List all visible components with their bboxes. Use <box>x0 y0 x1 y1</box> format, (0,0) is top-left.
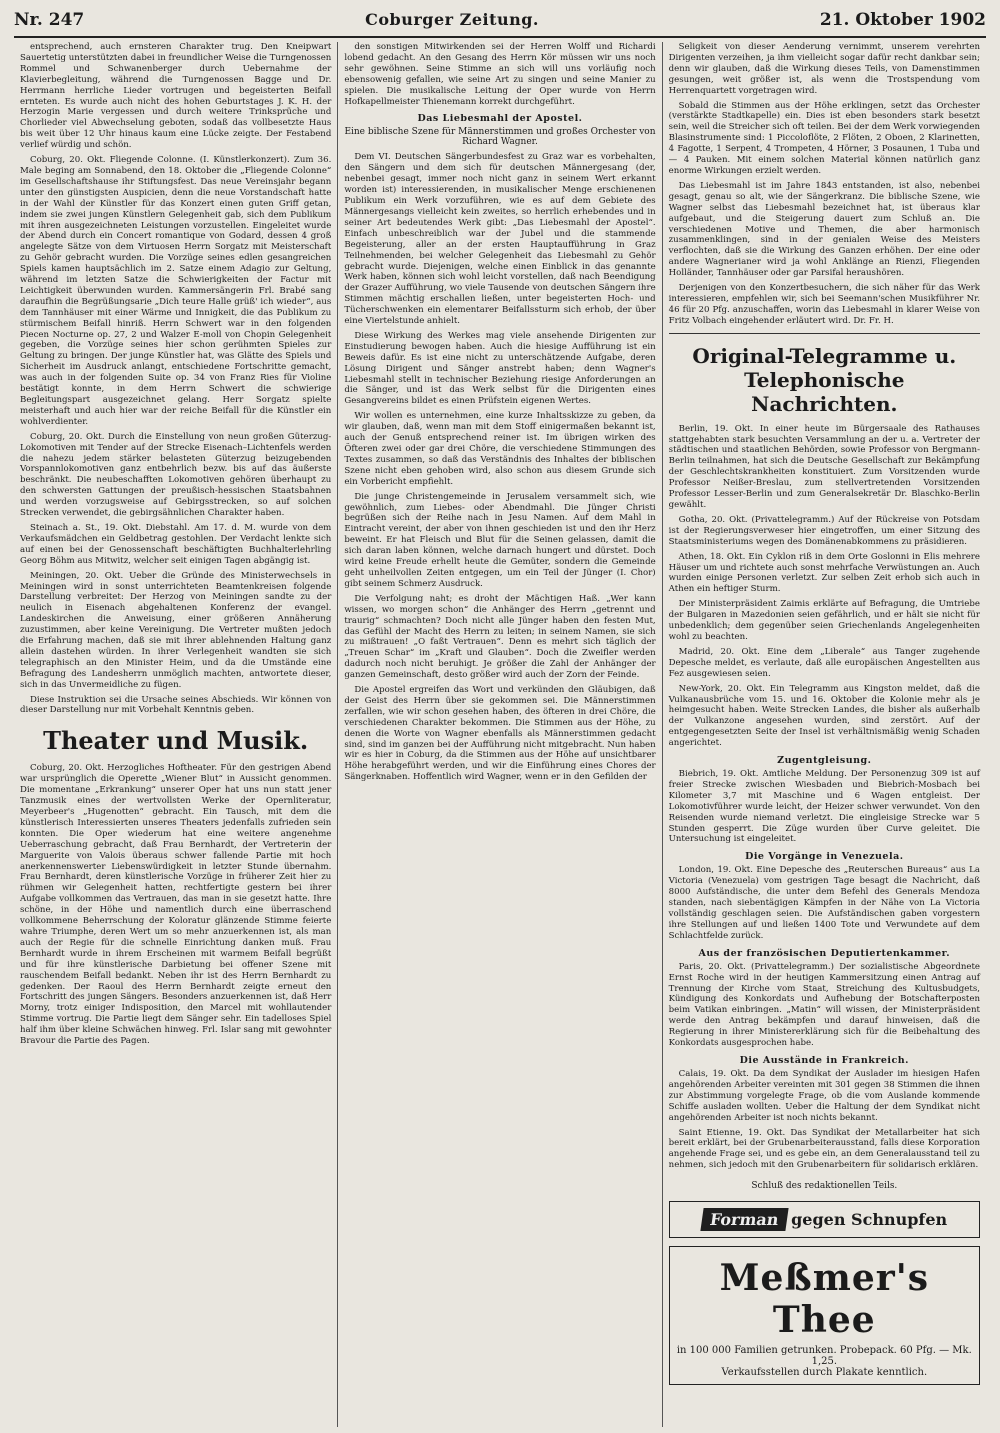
news-subheading: Die Ausstände in Frankreich. <box>739 1054 909 1066</box>
article-paragraph: Coburg, 20. Okt. Durch die Einstellung von neun großen Güterzug-Lokomotiven mit Tender auf der Strecke Eisenach–Lichtenfels werden die nahezu jedem stärker belasteten Güterzug beizugebenden Vorspannlokomotiven ganz entbehrlich bezw. bis auf das äußerste beschränkt. Die neubeschafften Lokomotiven gehören überhaupt zu den schwersten Gattungen der preußisch-hessischen Staatsbahnen und werden vorzugsweise auf Gebirgsstrecken, so auf solchen Strecken verwendet, die gebirgsähnlichen Charakter haben. <box>20 431 332 519</box>
article-paragraph: Die Apostel ergreifen das Wort und verkünden den Gläubigen, daß der Geist des Herrn über sie gekommen sei. Die Männerstimmen zerfallen, wie wir schon gesehen haben, des öfteren in drei Chöre, die verschiedenen Charakter bekommen. Die Stimmen aus der Höhe, zu denen die Worte von Wagner ebenfalls als Männerstimmen gedacht sind, sind im ganzen bei der Aufführung nicht mitgebracht. Nun haben wir es hier in Coburg, da die Stimmen aus der Höhe auf unsichtbarer Höhe herabgeführt werden, und wir die Einführung eines Chores der Sängerknaben. Hoffentlich wird Wagner, wenn er in den Gefilden der <box>344 685 656 783</box>
article-paragraph: Diese Wirkung des Werkes mag viele ansehende Dirigenten zur Einstudierung bewogen haben. Auch die hiesige Aufführung ist ein Beweis dafür. Es ist eine nicht zu unterschätzende Aufgabe, deren Lösung Dirigent und Sänger anstrebt haben; denn Wagner's Liebesmahl stellt in technischer Beziehung riesige Anforderungen an die Sänger, und ist das Werk selbst für die Dirigenten eines Gesangvereins bildet es einen Prüfstein eigenen Wertes. <box>344 330 656 407</box>
article-paragraph: entsprechend, auch ernsteren Charakter trug. Den Kneipwart Sauertetig unterstützten dabei in freundlicher Weise die Turngenossen Rommel und Schwanenberger durch Uebernahme der Klavierbegleitung, während die Turngenossen Bagge und Dr. Herrmann herrliche Lieder vortrugen und begeisterten Beifall ernteten. Es wurde auch nicht des hohen Geburtstages J. K. H. der Herzogin Marie vergessen und durch weitere Trinksprüche und Chorlieder viel Abwechselung geboten, sodaß das vollbesetzte Haus bis weit über 12 Uhr hinaus kaum eine Lücke zeigte. Der Festabend verlief würdig und schön. <box>20 42 332 151</box>
column-left <box>14 42 338 1427</box>
messmer-line: in 100 000 Familien getrunken. Probepack. 60 Pfg. — Mk. 1,25. <box>676 1345 972 1368</box>
article-paragraph: Meiningen, 20. Okt. Ueber die Gründe des Ministerwechsels in Meiningen wird in sonst unterrichteten Beamtenkreisen folgende Darstellung verbreitet: Der Herzog von Meiningen sandte zu der neulich in Eisenach abgehaltenen Konferenz der evangel. Landeskirchen die Anweisung, einer größeren Annäherung zuzustimmen, aber keine Vereinigung. Die Vertreter mußten jedoch die Erfahrung machen, daß sie mit ihrer ablehnenden Haltung ganz allein dastehen würden. In ihrer Verlegenheit wandten sie sich telegraphisch an den Minister Heim, und da die Umstände eine Befragung des Landesherrn unmöglich machten, antwortete dieser, sich in das Unvermeidliche zu fügen. <box>20 570 332 690</box>
article-paragraph: Wir wollen es unternehmen, eine kurze Inhaltsskizze zu geben, da wir glauben, daß, wenn man mit dem Stoff einigermaßen bekannt ist, auch der Genuß entsprechend reiner ist. Im übrigen wirken des Öfteren zwei oder gar drei Chöre, die verschiedene Stimmungen des Textes zusammen, so daß das Verständnis des Inhaltes der biblischen Szene nicht eben gehoben wird, also schon aus diesem Grunde sich ein Vorbericht empfiehlt. <box>344 411 656 487</box>
article-paragraph: Paris, 20. Okt. (Privattelegramm.) Der sozialistische Abgeordnete Ernst Roche wird in der heutigen Kammersitzung einen Antrag auf Trennung der Kirche vom Staat, Streichung des Kultusbudgets, Kündigung des Konkordats und Aufhebung der Botschafterposten beim Vatikan einbringen. „Matin“ will wissen, der Ministerpräsident werde den Antrag bekämpfen und darauf hinweisen, daß die Regierung in ihrer Ministererklärung sich für die Beibehaltung des Konkordats ausgesprochen habe. <box>668 961 980 1049</box>
end-of-editorial-note: Schluß des redaktionellen Teils. <box>751 1181 898 1192</box>
article-paragraph: Dem VI. Deutschen Sängerbundesfest zu Graz war es vorbehalten, den Sängern und dem sich für deutschen Männergesang (der, nebenbei gesagt, immer noch nicht ganz in seinem Wert erkannt worden ist) interessierenden, in musikalischer Menge erschienenen Publikum ein Werk vorzuführen, wie es auf dem Gebiete des Männergesangs vielleicht kein zweites, so herrlich erhebendes und in seiner Art bedeutendes Werk gibt: „Das Liebesmahl der Apostel“. Einfach unbeschreiblich war der Jubel und die stammende Begeisterung, aller an der ersten Hauptaufführung in Graz Teilnehmenden, bei welcher Gelegenheit das Liebesmahl zu Gehör gebracht wurde. Diejenigen, welche einen Einblick in das genannte Werk haben, können sich wohl leicht vorstellen, daß nach Beendigung der Grazer Aufführung, wo viele Tausende von deutschen Sängern ihre Stimmen mächtig erschallen ließen, unter begeisterten Hoch- und Tücherschwenken ein elementarer Beifallssturm sich erhob, der über eine Viertelstunde anhielt. <box>344 152 656 327</box>
news-subheading: Aus der französischen Deputiertenkammer. <box>698 947 951 959</box>
issue-date: 21. Oktober 1902 <box>819 10 986 30</box>
article-paragraph: New-York, 20. Okt. Ein Telegramm aus Kingston meldet, daß die Vulkanausbrüche vom 15. und 16. Oktober die Kolonie mehr als je heimgesucht haben. Weite Strecken Landes, die bisher als außerhalb der Vulkanzone angesehen wurden, sind zerstört. Auf der entgegengesetzten Seite der Insel ist verhältnismäßig wenig Schaden angerichtet. <box>668 683 980 749</box>
article-paragraph: Derjenigen von den Konzertbesuchern, die sich näher für das Werk interessieren, empfehlen wir, sich bei Seemann'schen Musikführer Nr. 46 für 20 Pfg. anzuschaffen, worin das Liebesmahl in klarer Weise von Fritz Volbach eingehender erläutert wird. Dr. Fr. H. <box>668 283 980 326</box>
forman-brand: Forman <box>700 1208 788 1231</box>
article-heading: Das Liebesmahl der Apostel. <box>417 113 583 125</box>
news-subheading: Zugentgleisung. <box>777 755 872 767</box>
article-paragraph: Die junge Christengemeinde in Jerusalem versammelt sich, wie gewöhnlich, zum Liebes- oder Abendmahl. Die Jünger Christi begrüßen sich der Reihe nach in Jesu Namen. Auf dem Mahl in Eintracht vereint, der aber von ihnen geschieden ist und den ihr Herz beweint. Er hat Fleisch und Blut für die Seinen gelassen, damit die sich daran laben können, welche darnach hungert und dürstet. Doch wird keine Freude erhellt heute die Gemüter, sondern die Gemeinde geht unheilvollen Zeiten entgegen, um ein Teil der Jünger (I. Chor) gibt seinem Schmerz Ausdruck. <box>344 491 656 589</box>
article-paragraph: Steinach a. St., 19. Okt. Diebstahl. Am 17. d. M. wurde von dem Verkaufsmädchen ein Geldbetrag gestohlen. Der Verdacht lenkte sich auf einen bei der Genossenschaft beschäftigten Buchhalterlehrling Georg Böhm aus Mitwitz, welcher seit einigen Tagen abgängig ist. <box>20 522 332 566</box>
article-paragraph: Calais, 19. Okt. Da dem Syndikat der Auslader im hiesigen Hafen angehörenden Arbeiter vereinten mit 301 gegen 38 Stimmen die ihnen zur Abstimmung vorgelegte Frage, ob die vom Auslande kommende Schiffe ausladen wollten. Ueber die Haltung der dem Syndikat nicht angehörenden Arbeiter ist noch nichts bekannt. <box>668 1068 980 1123</box>
article-paragraph: Coburg, 20. Okt. Herzogliches Hoftheater. Für den gestrigen Abend war ursprünglich die Operette „Wiener Blut“ in Aussicht genommen. Die momentane „Erkrankung“ unserer Oper hat uns nun statt jener Tanzmusik eines der wertvollsten Werke der Opernliteratur, Meyerbeer's „Hugenotten“ gebracht. Ein Tausch, mit dem die künstlerisch Interessierten unseres Theaters jedenfalls zufrieden sein konnten. Die Oper wiederum hat eine weitere angenehme Ueberraschung gebracht, daß Frau Bernhardt, der Vertreterin der Marguerite von Valois überaus schwer fallende Partie mit hoch anerkennenswerter Liebenswürdigkeit in letzter Stunde übernahm. Frau Bernhardt, deren künstlerische Vorzüge in früherer Zeit hier zu rühmen wir Gelegenheit hatten, rechtfertigte gestern bei ihrer Aufgabe vollkommen das Vertrauen, das man in sie gesetzt hatte. Ihre schöne, in der Höhe und namentlich durch eine überraschend vollkommene Beherrschung der Koloratur glänzende Stimme feierte wahre Triumphe, deren Wert um so mehr anzuerkennen ist, als man auch der Regie für die schnelle Einrichtung danken muß. Frau Bernhardt wurde in ihrem Erscheinen mit warmem Beifall begrüßt und für ihre künstlerische Darbietung bei offener Szene mit rauschendem Beifall bedankt. Neben ihr ist des Herrn Bernhardt zu gedenken. Der Raoul des Herrn Bernhardt zeigte erneut den Fortschritt des jungen Sängers. Besonders anzuerkennen ist, daß Herr Morny, trotz einiger Indisposition, den Marcel mit wohllautender Stimme vortrug. Die Partie liegt dem Sänger sehr. Ein tadelloses Spiel half ihm über kleine Schwächen hinweg. Frl. Islar sang mit gewohnter Bravour die Partie des Pagen. <box>20 763 332 1047</box>
advertisement-messmer <box>669 1246 980 1385</box>
article-paragraph: Das Liebesmahl ist im Jahre 1843 entstanden, ist also, nebenbei gesagt, genau so alt, wie der Sängerkranz. Die biblische Szene, wie Wagner selbst das Liebesmahl bezeichnet hat, ist überaus klar aufgebaut, und die Steigerung dauert zum Schluß an. Die verschiedenen Motive und Themen, die aber harmonisch zusammenklingen, sind in der genialen Weise des Meisters verflochten, daß sie die Wirkung des Ganzen erhöhen. Der eine oder andere Wagnerianer wird ja wohl Anklänge an Rienzi, Fliegenden Holländer, Tannhäuser oder gar Parsifal heraushören. <box>668 180 980 279</box>
divider <box>669 333 980 334</box>
article-paragraph: Berlin, 19. Okt. In einer heute im Bürgersaale des Rathauses stattgehabten stark besuchten Versammlung an der u. a. Vertreter der städtischen und staatlichen Behörden, sowie Professor von Bergmann-Berlin teilnahmen, hat sich die Deutsche Gesellschaft zur Bekämpfung der Geschlechtskrankheiten konstituiert. Zum Vorsitzenden wurde Professor Neißer-Breslau, zum stellvertretenden Vorsitzenden Professor Lesser-Berlin und zum Generalsekretär Dr. Blaschko-Berlin gewählt. <box>668 423 980 510</box>
messmer-brand: Meßmer's Thee <box>719 1257 929 1342</box>
messmer-line2: Verkaufsstellen durch Plakate kenntlich. <box>721 1367 928 1379</box>
article-paragraph: Diese Instruktion sei die Ursache seines Abschieds. Wir können von dieser Darstellung nur mit Vorbehalt Kenntnis geben. <box>20 694 332 716</box>
article-paragraph: London, 19. Okt. Eine Depesche des „Reuterschen Bureaus“ aus La Victoria (Venezuela) vom gestrigen Tage besagt die Nachricht, daß 8000 Aufständische, die unter dem Befehl des Generals Mendoza standen, nach siebentägigen Kämpfen in der Nähe von La Victoria vollständig geschlagen seien. Die Aufständischen gaben vorgestern ihre Stellungen auf und ließen 1400 Tote und Verwundete auf dem Schlachtfelde zurück. <box>668 865 980 941</box>
article-paragraph: Saint Etienne, 19. Okt. Das Syndikat der Metallarbeiter hat sich bereit erklärt, bei der Grubenarbeiterausstand, falls diese Korporation angehende Frage sei, und es gebe ein, an dem Generalausstand teil zu nehmen, sich jedoch mit den Grubenarbeitern für solidarisch erklären. <box>668 1127 980 1171</box>
article-paragraph: Madrid, 20. Okt. Eine dem „Liberale“ aus Tanger zugehende Depesche meldet, es verlaute, daß alle europäischen Angestellten aus Fez ausgewiesen seien. <box>668 646 980 679</box>
section-heading-telegrams: Original-Telegramme u. Telephonische Nachrichten. <box>692 343 957 416</box>
page-header <box>14 10 986 38</box>
newspaper-title: Coburger Zeitung. <box>365 10 539 29</box>
column-right <box>663 42 986 1427</box>
article-paragraph: Gotha, 20. Okt. (Privattelegramm.) Auf der Rückreise von Potsdam ist der Regierungsverweser hier eingetroffen, um einer Sitzung des Staatsministeriums wegen des Domänenabkommens zu präsidieren. <box>668 514 980 547</box>
issue-number: Nr. 247 <box>14 10 85 30</box>
section-heading-theater: Theater und Musik. <box>43 726 309 756</box>
article-paragraph: Der Ministerpräsident Zaimis erklärte auf Befragung, die Umtriebe der Bulgaren in Mazedonien seien gefährlich, und er hält sie nicht für unbedenklich; dem gegenüber seien Griechenlands Angelegenheiten wohl zu beachten. <box>668 599 980 642</box>
article-paragraph: Die Verfolgung naht; es droht der Mächtigen Haß. „Wer kann wissen, wo morgen schon“ die Anhänger des Herrn „getrennt und traurig“ schmachten? Doch nicht alle Jünger haben den festen Mut, das Gefühl der Macht des Herrn zu leiten; in seinem Namen, sie sich zu mißtrauen! „O faßt Vertrauen“. Denn es mehrt sich täglich der „Treuen Schar“ im „Kraft und Glauben“. Doch die Zweifler werden dadurch noch nicht beruhigt. Je größer die Zahl der Anhänger der ganzen Gemeinschaft, desto größer wird auch der Zorn der Feinde. <box>344 593 656 681</box>
article-paragraph: den sonstigen Mitwirkenden sei der Herren Wolff und Richardi lobend gedacht. An den Gesang des Herrn Kör müssen wir uns noch sehr gewöhnen. Seine Stimme an sich will uns vorläufig noch ebensowenig gefallen, wie seine Art zu singen und seine Manier zu spielen. Die musikalische Leitung der Oper wurde von Herrn Hofkapellmeister Thienemann korrekt durchgeführt. <box>344 42 656 107</box>
article-paragraph: Athen, 18. Okt. Ein Cyklon riß in dem Orte Goslonni in Elis mehrere Häuser um und richtete auch sonst mehrfache Verwüstungen an. Auch wurden einige Personen verletzt. Zur selben Zeit erhob sich auch in Athen ein heftiger Sturm. <box>668 551 980 595</box>
advertisement-forman <box>669 1201 980 1238</box>
article-paragraph: Sobald die Stimmen aus der Höhe erklingen, setzt das Orchester (verstärkte Stadtkapelle) ein. Dies ist eben besonders stark besetzt sein, weil die Streicher sich oft teilen. Bei der dem Werk vorwiegenden Blasinstrumente sind: 1 Piccoloflöte, 2 Flöten, 2 Oboen, 2 Klarinetten, 4 Fagotte, 1 Serpent, 4 Trompeten, 4 Hörner, 3 Posaunen, 1 Tuba und — 4 Pauken. Mit einem solchen Material können natürlich ganz enorme Wirkungen erzielt werden. <box>668 100 980 176</box>
article-paragraph: Coburg, 20. Okt. Fliegende Colonne. (I. Künstlerkonzert). Zum 36. Male beging am Sonnabend, den 18. Oktober die „Fliegende Colonne“ im Gesellschaftshause ihr Stiftungsfest. Das neue Vereinsjahr begann unter den günstigsten Auspicien, denn die neue Vorstandschaft hatte in der Wahl der Künstler für das Konzert einen guten Griff getan, indem sie zwei jungen Künstlern Gelegenheit gab, sich dem Publikum mit ihren ausgezeichneten Leistungen vorzustellen. Eingeleitet wurde der Abend durch ein Concert romantique von Godard, dessen 4 groß angelegte Sätze von dem Virtuosen Herrn Sorgatz mit Meisterschaft zu Gehör gebracht wurden. Die Vorzüge seines edlen gesangreichen Spiels kamen hauptsächlich im 2. Satze einem Adagio zur Geltung, während im letzten Satze die Schwierigkeiten der Factur mit Leichtigkeit überwunden wurden. Kammersängerin Frl. Brabé sang daraufhin die Begrüßungsarie „Dich teure Halle grüß' ich wieder“, aus dem Tannhäuser mit einer Wärme und Innigkeit, die das Publikum zu stürmischem Beifall hinriß. Herrn Schwert war in den folgenden Piecen Nocturne op. 27, 2 und Walzer E-moll von Chopin Gelegenheit gegeben, die Vorzüge seines hier schon gerühmten Spieles zur Geltung zu bringen. Der junge Künstler hat, was Glätte des Spiels und Sicherheit im Ausdruck anlangt, entschiedene Fortschritte gemacht, was auch in der folgenden Suite op. 34 von Franz Ries für Violine bestätigt konnte, in dem Herrn Schwert die schwierige Begleitungspart ausgezeichnet gelang. Herr Sorgatz spielte meisterhaft und auch hier war der reiche Beifall für die Künstler ein wohlverdienter. <box>20 155 332 427</box>
forman-tagline: gegen Schnupfen <box>791 1210 948 1230</box>
article-paragraph: Seligkeit von dieser Aenderung vernimmt, unserem verehrten Dirigenten verzeihen, ja ihm vielleicht sogar dafür recht dankbar sein; denn wir glauben, daß die Wirkung dieses Teils, von Damenstimmen gesungen, weit größer ist, als wenn die Trostspendung vom Herrenquartett vorgetragen wird. <box>668 42 980 96</box>
article-paragraph: Biebrich, 19. Okt. Amtliche Meldung. Der Personenzug 309 ist auf freier Strecke zwischen Wiesbaden und Biebrich-Mosbach bei Kilometer 3,7 mit Maschine und 6 Wagen entgleist. Der Lokomotivführer wurde leicht, der Heizer schwer verwundet. Von den Reisenden wurde niemand verletzt. Die eingleisige Strecke war 5 Stunden gesperrt. Die Züge wurden über Curve geleitet. Die Untersuchung ist eingeleitet. <box>668 769 980 845</box>
article-subheading: Eine biblische Szene für Männerstimmen und großes Orchester von Richard Wagner. <box>344 127 656 148</box>
news-subheading: Die Vorgänge in Venezuela. <box>745 851 904 863</box>
column-middle <box>338 42 662 1427</box>
